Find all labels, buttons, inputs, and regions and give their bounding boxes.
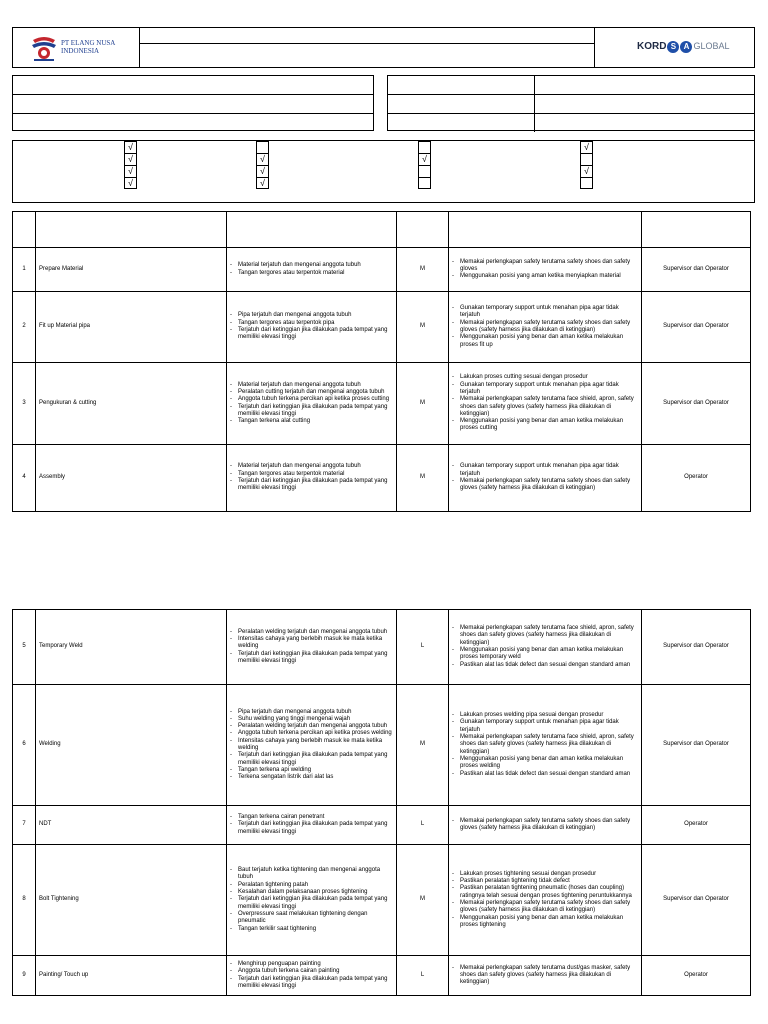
activity-cell: Temporary Weld [36,610,227,685]
control-item: - Gunakan temporary support untuk menahan pipa agar tidak terjatuh [452,305,638,320]
header-cell [36,212,227,248]
client-logo-kord: KORD [637,41,667,52]
activity-cell: Bolt Tightening [36,845,227,956]
hazard-item: - Baut terjatuh ketika tightening dan mengenai anggota tubuh [230,867,393,882]
table-row [13,610,751,685]
control-item: - Memakai perlengkapan safety terutama face shield, apron, safety shoes dan safety gloves (safety harness jika dilakukan di ketinggian) [452,734,638,756]
checkbox[interactable] [418,165,431,177]
control-item: - Memakai perlengkapan safety terutama face shield, apron, safety shoes dan safety gloves (safety harness jika dilakukan di ketinggian) [452,625,638,647]
control-item: - Menggunakan posisi yang aman ketika menyiapkan material [452,273,638,280]
hazard-list [230,312,393,341]
row-number: 2 [13,292,36,363]
company-logo-cell [13,28,140,67]
header-cell [13,212,36,248]
hazard-list [230,382,393,426]
hazard-item: - Peralatan tightening patah [230,882,393,889]
hazards-cell [227,445,397,512]
checkbox-group-2 [256,141,269,189]
hazard-item: - Peralatan welding terjatuh dan mengenai anggota tubuh [230,629,393,636]
hazard-list [230,961,393,990]
responsible-cell: Supervisor dan Operator [642,292,751,363]
checkbox[interactable]: √ [256,177,269,189]
jsa-table-2 [12,609,751,996]
activity-cell: Welding [36,685,227,806]
risk-level-cell: M [397,685,449,806]
checkbox[interactable]: √ [124,153,137,165]
jsa-table-2-body [13,610,751,996]
hazard-item: - Terkena sengatan listrik dari alat las [230,774,393,781]
row-number: 9 [13,956,36,996]
controls-cell [449,610,642,685]
risk-level-cell: M [397,845,449,956]
hazards-cell [227,685,397,806]
control-list [452,463,638,492]
hazard-list [230,463,393,492]
info-table-left [12,75,374,131]
checkbox[interactable] [580,153,593,165]
responsible-cell: Operator [642,956,751,996]
row-number: 5 [13,610,36,685]
checkbox[interactable]: √ [580,141,593,153]
hazard-item: - Tangan terkilir saat tightening [230,926,393,933]
hazard-list [230,709,393,782]
hazard-item: - Terjatuh dari ketinggian jika dilakukan pada tempat yang memiliki elevasi tinggi [230,651,393,666]
table-row [13,956,751,996]
control-item: - Pastikan peralatan tightening tidak defect [452,878,638,885]
hazard-item: - Terjatuh dari ketinggian jika dilakukan pada tempat yang memiliki elevasi tinggi [230,821,393,836]
control-list [452,818,638,833]
checkbox-group-3 [418,141,431,189]
activity-cell: NDT [36,806,227,845]
row-number: 1 [13,248,36,292]
checkbox-group-4 [580,141,593,189]
checkbox[interactable] [418,177,431,189]
info-row [13,114,373,132]
client-logo [637,39,729,54]
header-cell [449,212,642,248]
risk-level-cell: M [397,248,449,292]
responsible-cell: Supervisor dan Operator [642,685,751,806]
hazard-item: - Kesalahan dalam pelaksanaan proses tightening [230,889,393,896]
responsible-cell: Supervisor dan Operator [642,248,751,292]
hazard-item: - Terjatuh dari ketinggian jika dilakukan pada tempat yang memiliki elevasi tinggi [230,327,393,342]
responsible-cell: Supervisor dan Operator [642,610,751,685]
controls-cell [449,248,642,292]
checkbox[interactable]: √ [256,165,269,177]
hazard-item: - Tangan terkena alat cutting [230,418,393,425]
activity-cell: Assembly [36,445,227,512]
info-row [388,95,755,114]
controls-cell [449,806,642,845]
control-item: - Lakukan proses cutting sesuai dengan prosedur [452,374,638,381]
hazards-cell [227,610,397,685]
responsible-cell: Operator [642,445,751,512]
risk-level-cell: M [397,445,449,512]
checkbox[interactable] [580,177,593,189]
control-item: - Memakai perlengkapan safety terutama face shield, apron, safety shoes dan safety gloves (safety harness jika dilakukan di ketinggian) [452,396,638,418]
risk-level-cell: L [397,956,449,996]
table-row [13,248,751,292]
controls-cell [449,445,642,512]
controls-cell [449,685,642,806]
control-list [452,305,638,349]
checkbox[interactable]: √ [418,153,431,165]
control-item: - Memakai perlengkapan safety terutama safety shoes dan safety gloves [452,259,638,274]
hazard-item: - Terjatuh dari ketinggian jika dilakukan pada tempat yang memiliki elevasi tinggi [230,478,393,493]
info-row [13,76,373,95]
company-logo-icon [29,32,59,62]
hazards-cell [227,956,397,996]
hazard-item: - Material terjatuh dan mengenai anggota tubuh [230,382,393,389]
control-item: - Menggunakan posisi yang benar dan aman ketika melakukan proses tightening [452,915,638,930]
checklist-area [12,140,755,203]
jsa-table-1-body [13,248,751,512]
document-title-area [140,28,594,67]
table-row [13,845,751,956]
control-item: - Memakai perlengkapan safety terutama dust/gas masker, safety shoes dan safety gloves (safety harness jika dilakukan di ketinggian) [452,965,638,987]
control-item: - Gunakan temporary support untuk menahan pipa agar tidak terjatuh [452,463,638,478]
hazard-item: - Material terjatuh dan mengenai anggota tubuh [230,262,393,269]
control-item: - Menggunakan posisi yang benar dan aman ketika melakukan proses temporary weld [452,647,638,662]
responsible-cell: Operator [642,806,751,845]
hazard-item: - Peralatan cutting terjatuh dan mengenai anggota tubuh [230,389,393,396]
checkbox[interactable] [256,141,269,153]
hazard-item: - Tangan terkena api welding [230,767,393,774]
control-item: - Lakukan proses tightening sesuai dengan prosedur [452,871,638,878]
info-divider [534,76,535,132]
hazards-cell [227,363,397,445]
hazard-item: - Menghirup penguapan painting [230,961,393,968]
info-block [12,75,755,203]
control-list [452,625,638,669]
row-number: 3 [13,363,36,445]
responsible-cell: Supervisor dan Operator [642,363,751,445]
table-row [13,445,751,512]
checkbox-group-1 [124,141,137,189]
checkbox[interactable]: √ [124,165,137,177]
control-item: - Menggunakan posisi yang benar dan aman ketika melakukan proses welding [452,756,638,771]
checkbox[interactable]: √ [124,141,137,153]
hazard-item: - Tangan tergores atau terpentok material [230,270,393,277]
info-table-right [387,75,755,131]
company-name-line1: PT ELANG NUSA [61,39,116,47]
risk-level-cell: L [397,610,449,685]
control-item: - Menggunakan posisi yang benar dan aman ketika melakukan proses cutting [452,418,638,433]
control-item: - Memakai perlengkapan safety terutama safety shoes dan safety gloves (safety harness jika dilakukan di ketinggian) [452,900,638,915]
client-logo-s: S [667,41,679,53]
title-line [140,43,594,44]
control-item: - Pastikan peralatan tightening pneumatic (hoses dan coupling) ratingnya telah sesuai dengan proses tightening peruntukkannya [452,885,638,900]
info-row [388,76,755,95]
hazard-item: - Anggota tubuh terkena percikan api ketika proses cutting [230,396,393,403]
hazard-item: - Terjatuh dari ketinggian jika dilakukan pada tempat yang memiliki elevasi tinggi [230,976,393,991]
control-item: - Menggunakan posisi yang benar dan aman ketika melakukan proses fit up [452,334,638,349]
table-header-row [13,212,751,248]
document-header [12,27,755,68]
hazards-cell [227,292,397,363]
control-item: - Gunakan temporary support untuk menahan pipa agar tidak terjatuh [452,719,638,734]
checkbox[interactable]: √ [580,165,593,177]
row-number: 6 [13,685,36,806]
row-number: 7 [13,806,36,845]
hazard-item: - Tangan terkena cairan penetrant [230,814,393,821]
company-name-line2: INDONESIA [61,47,100,55]
control-list [452,374,638,432]
hazard-item: - Suhu welding yang tinggi mengenai wajah [230,716,393,723]
header-cell [642,212,751,248]
activity-cell: Pengukuran & cutting [36,363,227,445]
responsible-cell: Supervisor dan Operator [642,845,751,956]
hazard-item: - Pipa terjatuh dan mengenai anggota tubuh [230,709,393,716]
hazard-item: - Overpressure saat melakukan tightening dengan pneumatic [230,911,393,926]
hazard-list [230,629,393,665]
control-item: - Memakai perlengkapan safety terutama safety shoes dan safety gloves (safety harness jika dilakukan di ketinggian) [452,320,638,335]
controls-cell [449,363,642,445]
client-logo-cell [594,28,754,67]
hazards-cell [227,806,397,845]
header-cell [227,212,397,248]
info-row [13,95,373,114]
checkbox[interactable]: √ [124,177,137,189]
hazard-list [230,867,393,933]
control-item: - Pastikan alat las tidak defect dan sesuai dengan standard aman [452,771,638,778]
risk-level-cell: M [397,363,449,445]
control-list [452,965,638,987]
control-item: - Memakai perlengkapan safety terutama safety shoes dan safety gloves (safety harness jika dilakukan di ketinggian) [452,818,638,833]
header-cell [397,212,449,248]
control-item: - Lakukan proses welding pipa sesuai dengan prosedur [452,712,638,719]
control-list [452,712,638,778]
hazard-item: - Tangan tergores atau terpentok material [230,471,393,478]
checkbox[interactable]: √ [256,153,269,165]
hazard-item: - Tangan tergores atau terpentok pipa [230,320,393,327]
hazards-cell [227,248,397,292]
hazard-list [230,262,393,277]
hazard-item: - Material terjatuh dan mengenai anggota tubuh [230,463,393,470]
table-row [13,292,751,363]
client-logo-global: GLOBAL [693,41,730,51]
risk-level-cell: L [397,806,449,845]
hazard-item: - Terjatuh dari ketinggian jika dilakukan pada tempat yang memiliki elevasi tinggi [230,896,393,911]
controls-cell [449,292,642,363]
hazard-item: - Peralatan welding terjatuh dan mengenai anggota tubuh [230,723,393,730]
controls-cell [449,845,642,956]
risk-level-cell: M [397,292,449,363]
table-row [13,363,751,445]
activity-cell: Painting/ Touch up [36,956,227,996]
hazard-item: - Pipa terjatuh dan mengenai anggota tubuh [230,312,393,319]
hazard-item: - Terjatuh dari ketinggian jika dilakukan pada tempat yang memiliki elevasi tinggi [230,752,393,767]
hazards-cell [227,845,397,956]
table-row [13,806,751,845]
client-logo-a: A [680,41,692,53]
activity-cell: Fit up Material pipa [36,292,227,363]
hazard-list [230,814,393,836]
control-list [452,259,638,281]
control-list [452,871,638,929]
info-row [388,114,755,132]
control-item: - Pastikan alat las tidak defect dan sesuai dengan standard aman [452,662,638,669]
controls-cell [449,956,642,996]
hazard-item: - Anggota tubuh terkena cairan painting [230,968,393,975]
table-row [13,685,751,806]
row-number: 4 [13,445,36,512]
hazard-item: - Terjatuh dari ketinggian jika dilakukan pada tempat yang memiliki elevasi tinggi [230,404,393,419]
control-item: - Gunakan temporary support untuk menahan pipa agar tidak terjatuh [452,382,638,397]
hazard-item: - Anggota tubuh terkena percikan api ketika proses welding [230,730,393,737]
jsa-table-1 [12,211,751,512]
control-item: - Memakai perlengkapan safety terutama safety shoes dan safety gloves (safety harness jika dilakukan di ketinggian) [452,478,638,493]
row-number: 8 [13,845,36,956]
hazard-item: - Intensitas cahaya yang berlebih masuk ke mata ketika welding [230,636,393,651]
activity-cell: Prepare Material [36,248,227,292]
checkbox[interactable] [418,141,431,153]
hazard-item: - Intensitas cahaya yang berlebih masuk ke mata ketika welding [230,738,393,753]
